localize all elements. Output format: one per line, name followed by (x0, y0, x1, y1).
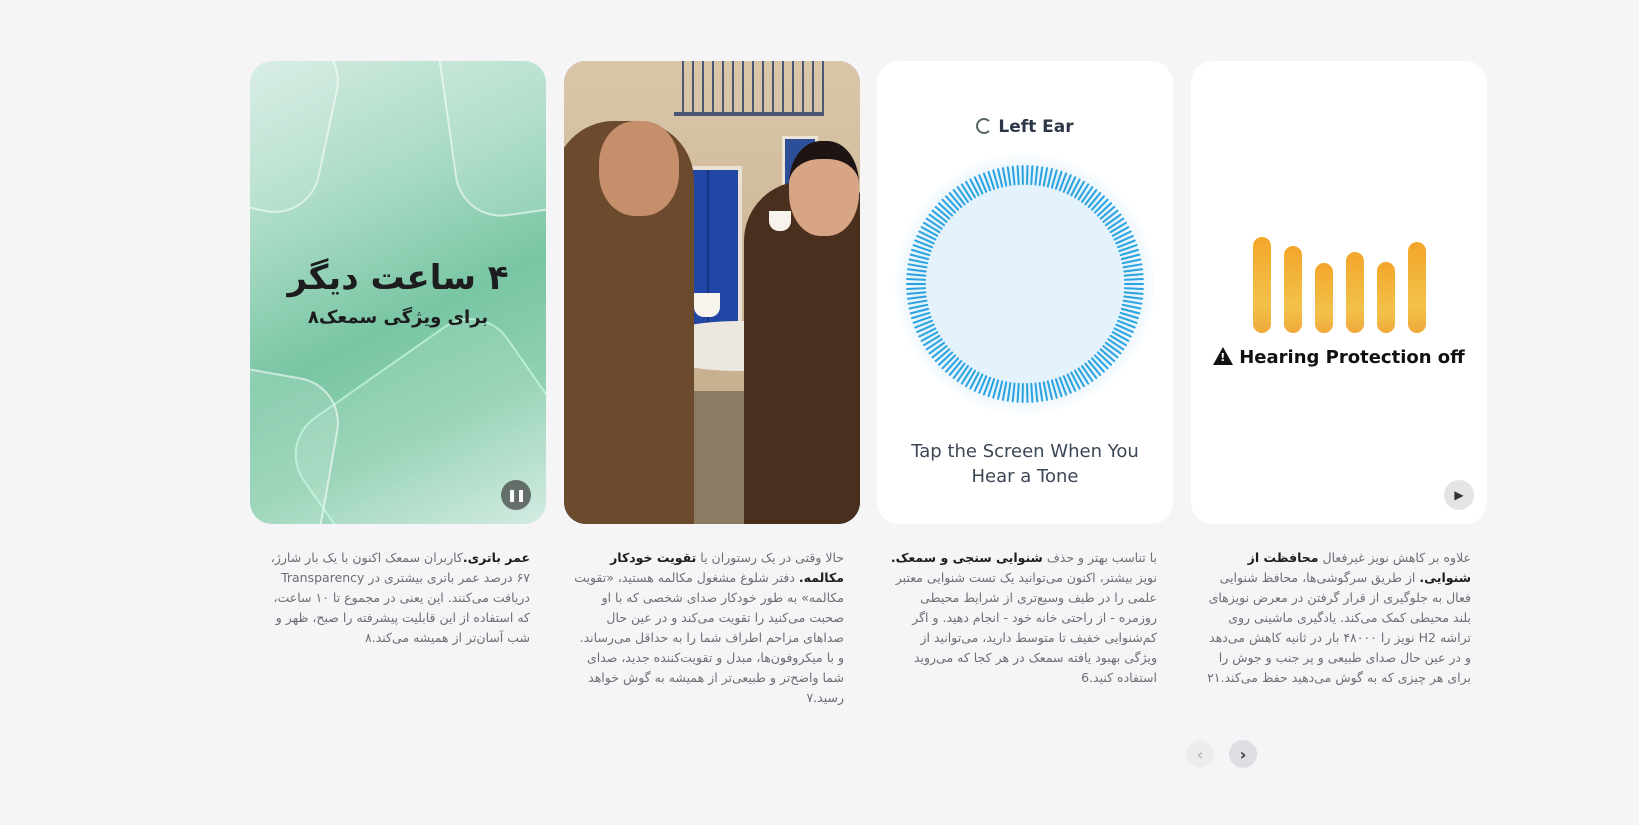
caption-lead: کاربران سمعک اکنون با یک بار شارژ، (270, 550, 463, 565)
card-hearing-protection (1191, 61, 1487, 524)
ring-tick (1048, 381, 1052, 399)
ring-tick (1095, 200, 1108, 213)
caption-bold: شنوایی سنجی و سمعک. (890, 550, 1043, 565)
left-ear-title (877, 117, 1173, 137)
ring-tick (942, 355, 955, 368)
ring-tick (1040, 383, 1043, 401)
caption-bold: عمر باتری. (462, 550, 530, 565)
ring-tick (936, 207, 950, 219)
play-button[interactable] (1444, 480, 1474, 510)
ring-tick (993, 170, 998, 187)
ring-tick (909, 264, 927, 267)
ring-tick (1082, 187, 1092, 202)
ring-tick (933, 346, 947, 357)
ring-tick (1052, 380, 1057, 397)
ring-tick (1013, 383, 1015, 401)
ring-tick (1103, 346, 1117, 357)
ring-tick (1122, 309, 1139, 313)
ring-tick (1098, 203, 1111, 215)
ring-tick (1035, 383, 1037, 401)
tone-prompt: Tap the Screen When You Hear a Tone (911, 441, 1139, 487)
ring-tick (1018, 384, 1019, 402)
level-bar (1377, 262, 1395, 333)
cafe-photo (564, 61, 860, 524)
ring-tick (909, 301, 927, 304)
ring-tick (958, 366, 968, 381)
ring-tick (939, 352, 952, 364)
ring-tick (907, 274, 925, 276)
ring-tick (1089, 193, 1100, 207)
ring-tick (927, 339, 942, 349)
ring-tick (993, 380, 998, 397)
ring-tick (950, 193, 961, 207)
ring-tick (1125, 279, 1143, 280)
ring-tick (1101, 207, 1115, 219)
ring-tick (1122, 255, 1139, 259)
ring-tick (1079, 184, 1089, 199)
ring-tick (954, 364, 965, 378)
warning-icon (1213, 347, 1233, 365)
ring-tick (1125, 292, 1143, 294)
ring-tick (939, 203, 952, 215)
caption-battery (260, 548, 530, 648)
ring-tick (1013, 167, 1015, 185)
ring-tick (1048, 169, 1052, 187)
ring-tick (910, 305, 928, 309)
tone-ring-graphic (905, 164, 1145, 404)
caption-conversation (574, 548, 844, 708)
caption-bold: تقویت خودکار مکالمه. (610, 550, 844, 585)
chevron-right-icon: › (1239, 744, 1247, 764)
ring-tick (1003, 168, 1006, 186)
ring-tick (1124, 264, 1142, 267)
ring-tick (962, 368, 972, 383)
next-button[interactable] (1229, 740, 1257, 768)
level-bar (1315, 263, 1333, 333)
chevron-left-icon: ‹ (1196, 744, 1204, 764)
ring-tick (958, 187, 968, 202)
ring-tick (1089, 361, 1100, 375)
ring-tick (962, 184, 972, 199)
ring-tick (1008, 167, 1011, 185)
ring-tick (1092, 358, 1104, 371)
ring-tick (908, 269, 926, 271)
ring-tick (930, 343, 945, 354)
level-bar (1408, 242, 1426, 333)
ring-tick (1052, 170, 1057, 187)
ring-tick (936, 349, 950, 361)
ring-tick (950, 361, 961, 375)
protection-status (1191, 347, 1487, 368)
ring-tick (946, 196, 958, 209)
ring-tick (1035, 167, 1037, 185)
ring-tick (910, 259, 928, 263)
play-icon: ▶ (1454, 488, 1464, 502)
ring-tick (1124, 301, 1142, 304)
ring-tick (1124, 269, 1142, 271)
pause-icon: ❚❚ (506, 488, 526, 502)
ring-tick (998, 381, 1002, 399)
level-bar (1346, 252, 1364, 333)
ear-status-icon (976, 118, 992, 134)
caption-lead: حالا وقتی در یک رستوران یا (696, 550, 844, 565)
ring-tick (1079, 368, 1089, 383)
ring-tick (1106, 215, 1121, 226)
card-battery (250, 61, 546, 524)
caption-body: دفتر شلوغ مشغول مکالمه هستید، «تقویت مکالمه» به طور خودکار صدای شخصی که با او صحبت می‌کنید را تقویت می‌کند و در عین حال صداهای مزاحم اطراف شما را به حداقل می‌رساند. و با میکروفون‌ها، مبدل و تقویت‌کننده جدید، صدای شما واضح‌تر و طبیعی‌تر از همیشه به گوش خواهد رسید.۷ (574, 570, 844, 705)
ring-tick (1123, 259, 1141, 263)
ring-tick (1044, 168, 1047, 186)
ring-tick (1085, 364, 1096, 378)
card-hearing-test (877, 61, 1173, 524)
ring-tick (1123, 305, 1141, 309)
glass-shape (432, 61, 546, 223)
ring-tick (1031, 166, 1032, 184)
caption-bold: محافظت از شنوایی. (1247, 550, 1471, 585)
caption-lead: علاوه بر کاهش نویز غیرفعال (1318, 550, 1471, 565)
ring-tick (1108, 219, 1123, 229)
ring-tick (1125, 274, 1143, 276)
ring-tick (1031, 384, 1032, 402)
level-bar (1284, 246, 1302, 333)
pause-button[interactable] (501, 480, 531, 510)
caption-body: نویز بیشتر، اکنون می‌توانید یک تست شنوایی معتبر علمی را در طیف وسیع‌تری از شرایط محیطی روزمره - از راحتی خانه خود - انجام دهید. و اگر کم‌شنوایی خفیف تا متوسط دارید، می‌توانید از ویژگی بهبود یافته سمعک در هر کجا که می‌روید استفاده کنید.6 (895, 570, 1157, 685)
caption-lead: با تناسب بهتر و حذف (1042, 550, 1157, 565)
feature-gallery (250, 61, 1488, 741)
ring-tick (1124, 297, 1142, 299)
ring-tick (911, 309, 928, 313)
ring-tick (1108, 339, 1123, 349)
protection-label: Hearing Protection off (1239, 347, 1465, 368)
ring-tick (1008, 383, 1011, 401)
ring-tick (954, 190, 965, 204)
ring-tick (1040, 167, 1043, 185)
caption-hearing-test (887, 548, 1157, 688)
tone-ring (905, 164, 1145, 404)
caption-body: از طریق سرگوشی‌ها، محافظ شنوایی فعال به جلوگیری از قرار گرفتن در معرض نویزهای بلند محیطی کمک می‌کند. یادگیری ماشینی روی تراشه H2 نویز را ۴۸۰۰۰ بار در ثانیه کاهش می‌دهد و در عین حال صدای طبیعی و پر جنب و جوش را برای هر چیزی که به گوش می‌دهید حفظ می‌کند.۲۱ (1207, 570, 1471, 685)
level-bars (1253, 235, 1425, 333)
ring-tick (907, 288, 925, 289)
ring-tick (1044, 382, 1047, 400)
ring-tick (930, 215, 945, 226)
ring-tick (1098, 352, 1111, 364)
level-bar (1253, 237, 1271, 333)
ring-tick (946, 358, 958, 371)
ring-tick (927, 219, 942, 229)
ring-tick (1018, 166, 1019, 184)
ring-tick (1092, 196, 1104, 209)
ring-tick (933, 211, 947, 222)
card-conversation-photo (564, 61, 860, 524)
caption-body: ۶۷ درصد عمر باتری بیشتری در Transparency دریافت می‌کنند. این یعنی در مجموع تا ۱۰ ساعت، که استفاده از این قابلیت پیشرفته را صبح، ظهر و شب آسان‌تر از همیشه می‌کند.۸ (273, 570, 530, 645)
previous-button[interactable] (1186, 740, 1214, 768)
caption-hearing-protection (1201, 548, 1471, 688)
ring-tick (1095, 355, 1108, 368)
ring-tick (1101, 349, 1115, 361)
ring-tick (907, 292, 925, 294)
ring-tick (942, 200, 955, 213)
ring-tick (1085, 190, 1096, 204)
ring-tick (908, 297, 926, 299)
ring-tick (911, 255, 928, 259)
card-subline: برای ویژگی سمعک۸ (307, 307, 489, 328)
ring-tick (998, 169, 1002, 187)
left-ear-label: Left Ear (998, 117, 1074, 137)
ring-tick (1106, 343, 1121, 354)
ring-tick (1003, 382, 1006, 400)
ring-tick (1125, 288, 1143, 289)
ring-tick (1082, 366, 1092, 381)
glass-shape (250, 61, 347, 222)
ring-tick (907, 279, 925, 280)
ring-tick (1103, 211, 1117, 222)
card-headline: ۴ ساعت دیگر (287, 258, 509, 298)
